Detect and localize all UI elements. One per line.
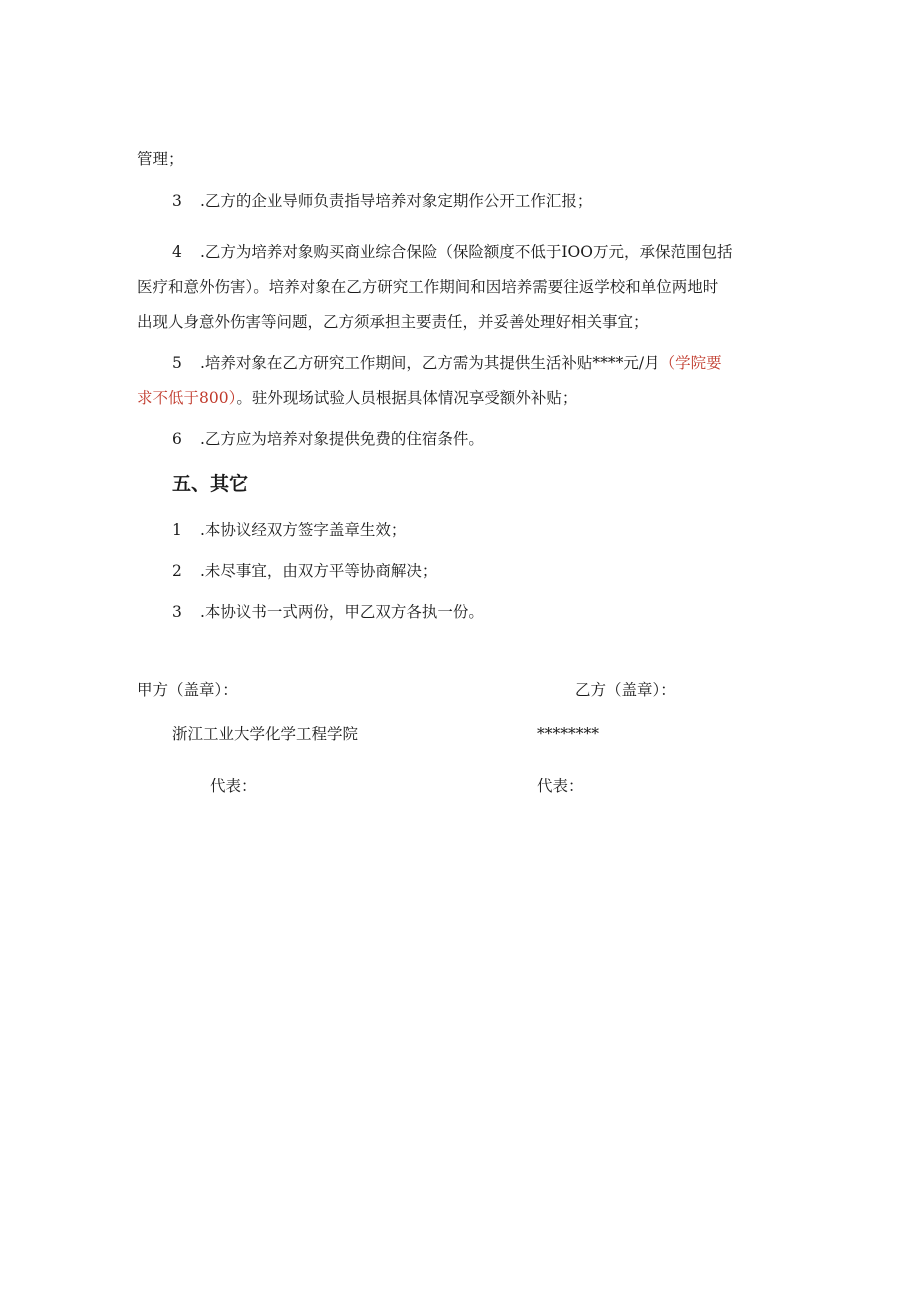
clause-4-6 bbox=[172, 428, 484, 450]
clause-4-4-line1 bbox=[172, 241, 732, 263]
clause-number: 2 bbox=[172, 562, 182, 580]
clause-number: 3 bbox=[172, 603, 182, 621]
clause-4-4-line3: 出现人身意外伤害等问题，乙方须承担主要责任，并妥善处理好相关事宜； bbox=[137, 313, 649, 331]
clause-4-4-line2: 医疗和意外伤害）。培养对象在乙方研究工作期间和因培养需要往返学校和单位两地时 bbox=[137, 278, 719, 296]
clause-4-3 bbox=[172, 190, 592, 212]
college-requirement-note: （学院要 bbox=[659, 354, 722, 372]
clause-5-2 bbox=[172, 560, 437, 582]
clause-5-3 bbox=[172, 601, 484, 623]
clause-text: .乙方应为培养对象提供免费的住宿条件。 bbox=[200, 430, 484, 448]
clause-number: 3 bbox=[172, 192, 182, 210]
clause-number: 4 bbox=[172, 243, 182, 261]
clause-4-5-line2 bbox=[137, 387, 577, 409]
clause-text: .乙方为培养对象购买商业综合保险（保险额度不低于IOO万元，承保范围包括 bbox=[200, 243, 733, 261]
clause-number: 6 bbox=[172, 430, 182, 448]
continued-line: 管理； bbox=[137, 150, 184, 168]
party-a-label: 甲方（盖章）： bbox=[137, 681, 238, 699]
clause-5-1 bbox=[172, 519, 406, 541]
clause-text: .本协议经双方签字盖章生效； bbox=[200, 521, 407, 539]
clause-text: .培养对象在乙方研究工作期间，乙方需为其提供生活补贴****元/月 bbox=[200, 354, 660, 372]
clause-text: .未尽事宜，由双方平等协商解决； bbox=[200, 562, 438, 580]
section-heading: 五、其它 bbox=[172, 473, 249, 495]
clause-4-5-line1 bbox=[172, 352, 722, 374]
college-requirement-note-cont: 求不低于800） bbox=[137, 389, 237, 407]
clause-text: .本协议书一式两份，甲乙双方各执一份。 bbox=[200, 603, 484, 621]
party-b-representative: 代表： bbox=[537, 777, 584, 795]
clause-text: .乙方的企业导师负责指导培养对象定期作公开工作汇报； bbox=[200, 192, 593, 210]
clause-number: 1 bbox=[172, 521, 182, 539]
clause-number: 5 bbox=[172, 354, 182, 372]
party-a-name: 浙江工业大学化学工程学院 bbox=[172, 725, 359, 743]
party-a-representative: 代表： bbox=[210, 777, 257, 795]
clause-text: 。驻外现场试验人员根据具体情况享受额外补贴； bbox=[236, 389, 578, 407]
party-b-label: 乙方（盖章）： bbox=[575, 681, 676, 699]
party-b-name: ******** bbox=[537, 725, 599, 743]
